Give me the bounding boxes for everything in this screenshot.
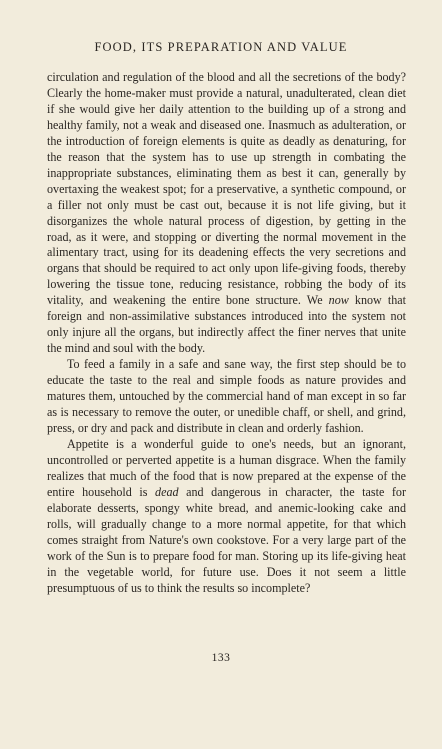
paragraph: To feed a family in a safe and sane way, the first step should be to educate the taste to the real and simple foods as nature provides and matures them, untouched by the commercial hand of man except in so far as is necessary to remove the outer, or unedible chaff, or shell, and grind, press, or dry and pack and distribute in clean and orderly fashion. [47, 357, 406, 435]
text-segment: and dangerous in character, the taste for elaborate desserts, spongy white bread, and anemic-looking cake and rolls, will gradually change to a more normal appetite, for that which comes straight from Nature's own cookstove. For a very large part of the work of the Sun is to prepare food for man. Storing up its life-giving heat in the vegetable world, for future use. Does it not seem a little presumptuous of us to think the results so incomplete? [47, 484, 406, 595]
emphasis-word: dead [155, 484, 179, 499]
emphasis-word: now [328, 293, 349, 308]
paragraph [47, 437, 406, 597]
paragraph-continued [47, 70, 406, 357]
text-segment: know that foreign and non-assimilative substances introduced into the system not only injure all the organs, but indirectly affect the finer nerves that unite the mind and soul with the body. [47, 293, 406, 356]
text-segment: circulation and regulation of the blood and all the secretions of the body? Clearly the home-maker must provide a natural, unadulterated, clean diet if she would give her daily attention to the building up of a strong and healthy family, not a weak and diseased one. Inasmuch as adulteration, or the introduction of foreign elements is quite as deadly as denaturing, for the reason that the system has to use up strength in combating the inappropriate substances, eliminating them as best it can, generally by overtaxing the weakest spot; for a preservative, a synthetic compound, or a filler not only must be cast out, because it is not life giving, but it disorganizes the whole natural process of digestion, by getting in the road, as it were, and stopping or diverting the normal movement in the alimentary tract, using for its deadening effects the very secretions and organs that should be required to act only upon life-giving foods, thereby lowering the tissue tone, reducing resistance, robbing the body of its vitality, and weakening the entire bone structure. We [47, 70, 406, 308]
body-text [47, 70, 406, 596]
page-number: 133 [211, 652, 231, 664]
text-segment: Appetite is a wonderful guide to one's needs, but an ignorant, uncontrolled or perverted appetite is a human disgrace. When the family realizes that much of the food that is now prepared at the expense of the entire household is [47, 436, 406, 499]
running-header: FOOD, ITS PREPARATION AND VALUE [94, 40, 348, 54]
